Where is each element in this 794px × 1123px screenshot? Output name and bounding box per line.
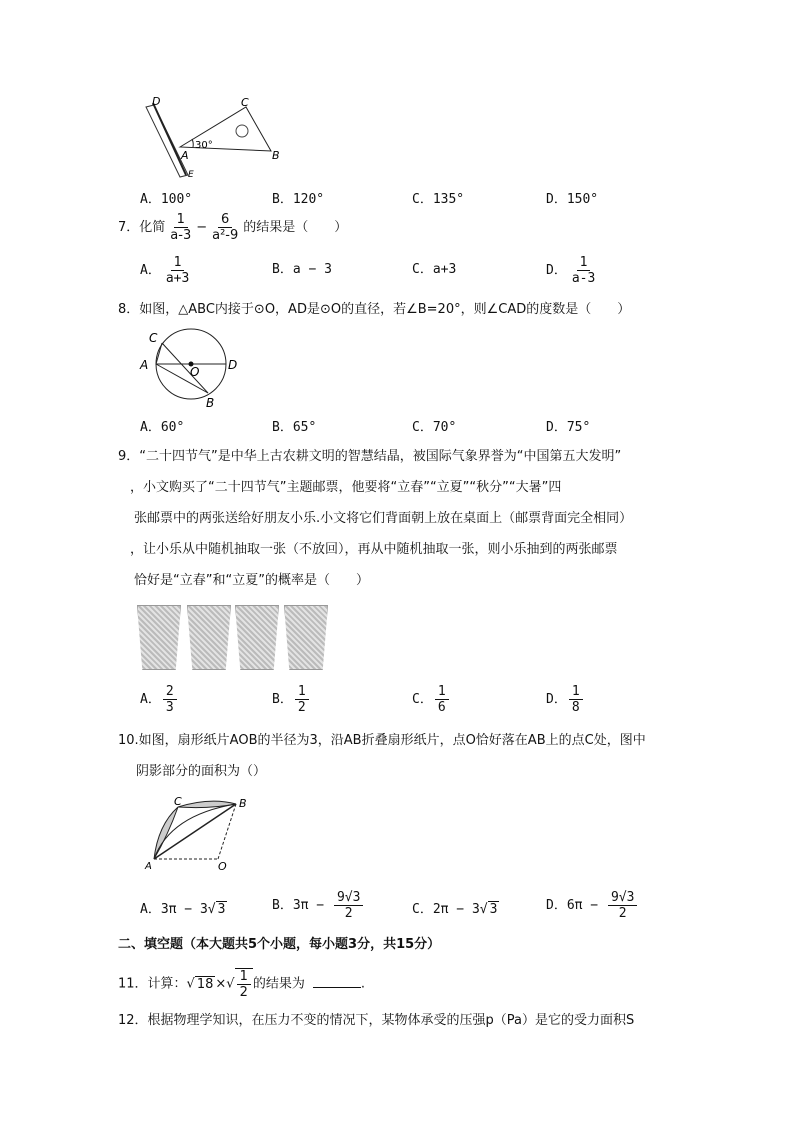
q10-option-b[interactable] xyxy=(272,890,365,921)
q6-figure xyxy=(138,95,288,180)
q12-question: 12．根据物理学知识，在压力不变的情况下，某物体承受的压强p（Pa）是它的受力面积S xyxy=(118,1013,635,1028)
q6-option-a[interactable]: A．100° xyxy=(140,192,193,207)
label-angle: 30° xyxy=(195,140,213,151)
answer-blank[interactable] xyxy=(313,975,361,988)
label-a: A xyxy=(181,149,189,162)
label-c: C xyxy=(149,331,158,345)
denominator: 6 xyxy=(437,700,446,715)
q10-line-2: 阴影部分的面积为（） xyxy=(136,764,267,779)
q7-option-a[interactable] xyxy=(140,255,194,286)
option-label: A． xyxy=(140,692,161,707)
denominator: a+3 xyxy=(165,271,190,286)
radicand: 3 xyxy=(489,902,498,917)
radicand: 3 xyxy=(217,902,226,917)
denominator: 2 xyxy=(344,906,353,921)
q9-line-2: ，小文购买了“二十四节气”主题邮票，他要将“立春”“立夏”“秋分”“大暑”四 xyxy=(130,480,562,495)
times-sign: × xyxy=(215,976,227,992)
q8-option-b[interactable]: B．65° xyxy=(272,420,317,435)
stamp-image xyxy=(187,605,231,670)
numerator: 1 xyxy=(577,255,591,271)
denominator: a-3 xyxy=(170,228,192,243)
option-label: A． xyxy=(140,263,161,278)
label-a: A xyxy=(140,358,149,372)
label-a: A xyxy=(145,861,152,872)
q8-option-d[interactable]: D．75° xyxy=(546,420,591,435)
radicand: 18 xyxy=(196,976,214,992)
denominator: 2 xyxy=(618,906,627,921)
label-c: C xyxy=(174,795,182,808)
q9-option-d[interactable] xyxy=(546,684,585,715)
label-e: E xyxy=(188,170,194,180)
numerator: 1 xyxy=(569,684,583,700)
option-label: B． xyxy=(272,692,293,707)
stamp-image xyxy=(137,605,181,670)
option-label: C． xyxy=(412,692,433,707)
label-o: O xyxy=(218,860,227,873)
label-b: B xyxy=(272,149,280,162)
option-label: B．3π − xyxy=(272,898,332,913)
denominator: 3 xyxy=(165,700,174,715)
q11-prefix: 11．计算： xyxy=(118,976,187,992)
q8-question: 8．如图，△ABC内接于⊙O，AD是⊙O的直径，若∠B=20°，则∠CAD的度数是（ ） xyxy=(118,302,631,317)
q7-tail: 的结果是（ ） xyxy=(243,220,348,235)
denominator: a-3 xyxy=(571,271,596,286)
numerator: 9√3 xyxy=(334,890,363,906)
q7-fraction-2 xyxy=(209,212,241,243)
period: . xyxy=(360,976,366,992)
stamp-image xyxy=(235,605,279,670)
q6-option-c[interactable]: C．135° xyxy=(412,192,465,207)
q10-option-c[interactable]: C．2π − 3√ 3 xyxy=(412,902,498,917)
label-b: B xyxy=(239,797,247,810)
q11-tail: 的结果为 xyxy=(252,976,305,992)
q7-option-c[interactable]: C．a+3 xyxy=(412,262,457,277)
label-d: D xyxy=(228,358,238,372)
q9-line-1: 9．“二十四节气”是中华上古农耕文明的智慧结晶，被国际气象界誉为“中国第五大发明” xyxy=(118,449,622,464)
q10-sector-figure xyxy=(140,795,270,875)
q10-option-d[interactable] xyxy=(546,890,639,921)
section-heading: 二、填空题（本大题共5个小题，每小题3分，共15分） xyxy=(118,937,441,952)
q9-option-c[interactable] xyxy=(412,684,451,715)
q8-option-a[interactable]: A．60° xyxy=(140,420,185,435)
q7-fraction-1 xyxy=(167,212,194,243)
numerator: 1 xyxy=(174,212,188,228)
stamp-image xyxy=(284,605,328,670)
label-b: B xyxy=(206,396,215,410)
option-label: A．3π − 3 xyxy=(140,902,208,917)
numerator: 2 xyxy=(163,684,177,700)
numerator: 1 xyxy=(295,684,309,700)
q6-option-b[interactable]: B．120° xyxy=(272,192,325,207)
option-label: D． xyxy=(546,692,567,707)
q9-line-4: ，让小乐从中随机抽取一张（不放回），再从中随机抽取一张，则小乐抽到的两张邮票 xyxy=(130,542,618,557)
q9-option-a[interactable] xyxy=(140,684,179,715)
label-d: D xyxy=(152,95,161,108)
denominator: 8 xyxy=(571,700,580,715)
denominator: 2 xyxy=(239,985,248,1000)
q7-question xyxy=(118,212,347,243)
q9-option-b[interactable] xyxy=(272,684,311,715)
q6-option-d[interactable]: D．150° xyxy=(546,192,599,207)
minus-sign: − xyxy=(196,220,208,235)
q10-option-a[interactable]: A．3π − 3√ 3 xyxy=(140,902,226,917)
numerator: 1 xyxy=(435,684,449,700)
numerator: 6 xyxy=(218,212,232,228)
label-o: O xyxy=(190,365,200,379)
numerator: 1 xyxy=(171,255,185,271)
numerator: 9√3 xyxy=(608,890,637,906)
q11-question: 11．计算：√ 18 ×√ $\frac{1}{2}$ 的结果为 . xyxy=(118,969,366,1000)
q7-number: 7．化简 xyxy=(118,220,166,235)
q7-option-b[interactable]: B．a − 3 xyxy=(272,262,332,277)
q8-circle-figure xyxy=(138,328,248,410)
q9-line-3: 张邮票中的两张送给好朋友小乐.小文将它们背面朝上放在桌面上（邮票背面完全相同） xyxy=(134,511,633,526)
option-label: D．6π − xyxy=(546,898,606,913)
label-c: C xyxy=(241,96,249,109)
q7-option-d[interactable] xyxy=(546,255,600,286)
q10-line-1: 10.如图，扇形纸片AOB的半径为3，沿AB折叠扇形纸片，点O恰好落在AB上的点C处，图中 xyxy=(118,733,646,748)
q9-line-5: 恰好是“立春”和“立夏”的概率是（ ） xyxy=(134,573,369,588)
denominator: 2 xyxy=(297,700,306,715)
numerator: 1 xyxy=(237,969,251,985)
option-label: D． xyxy=(546,263,567,278)
option-label: C．2π − 3 xyxy=(412,902,480,917)
q8-option-c[interactable]: C．70° xyxy=(412,420,457,435)
denominator: a²-9 xyxy=(212,228,239,243)
